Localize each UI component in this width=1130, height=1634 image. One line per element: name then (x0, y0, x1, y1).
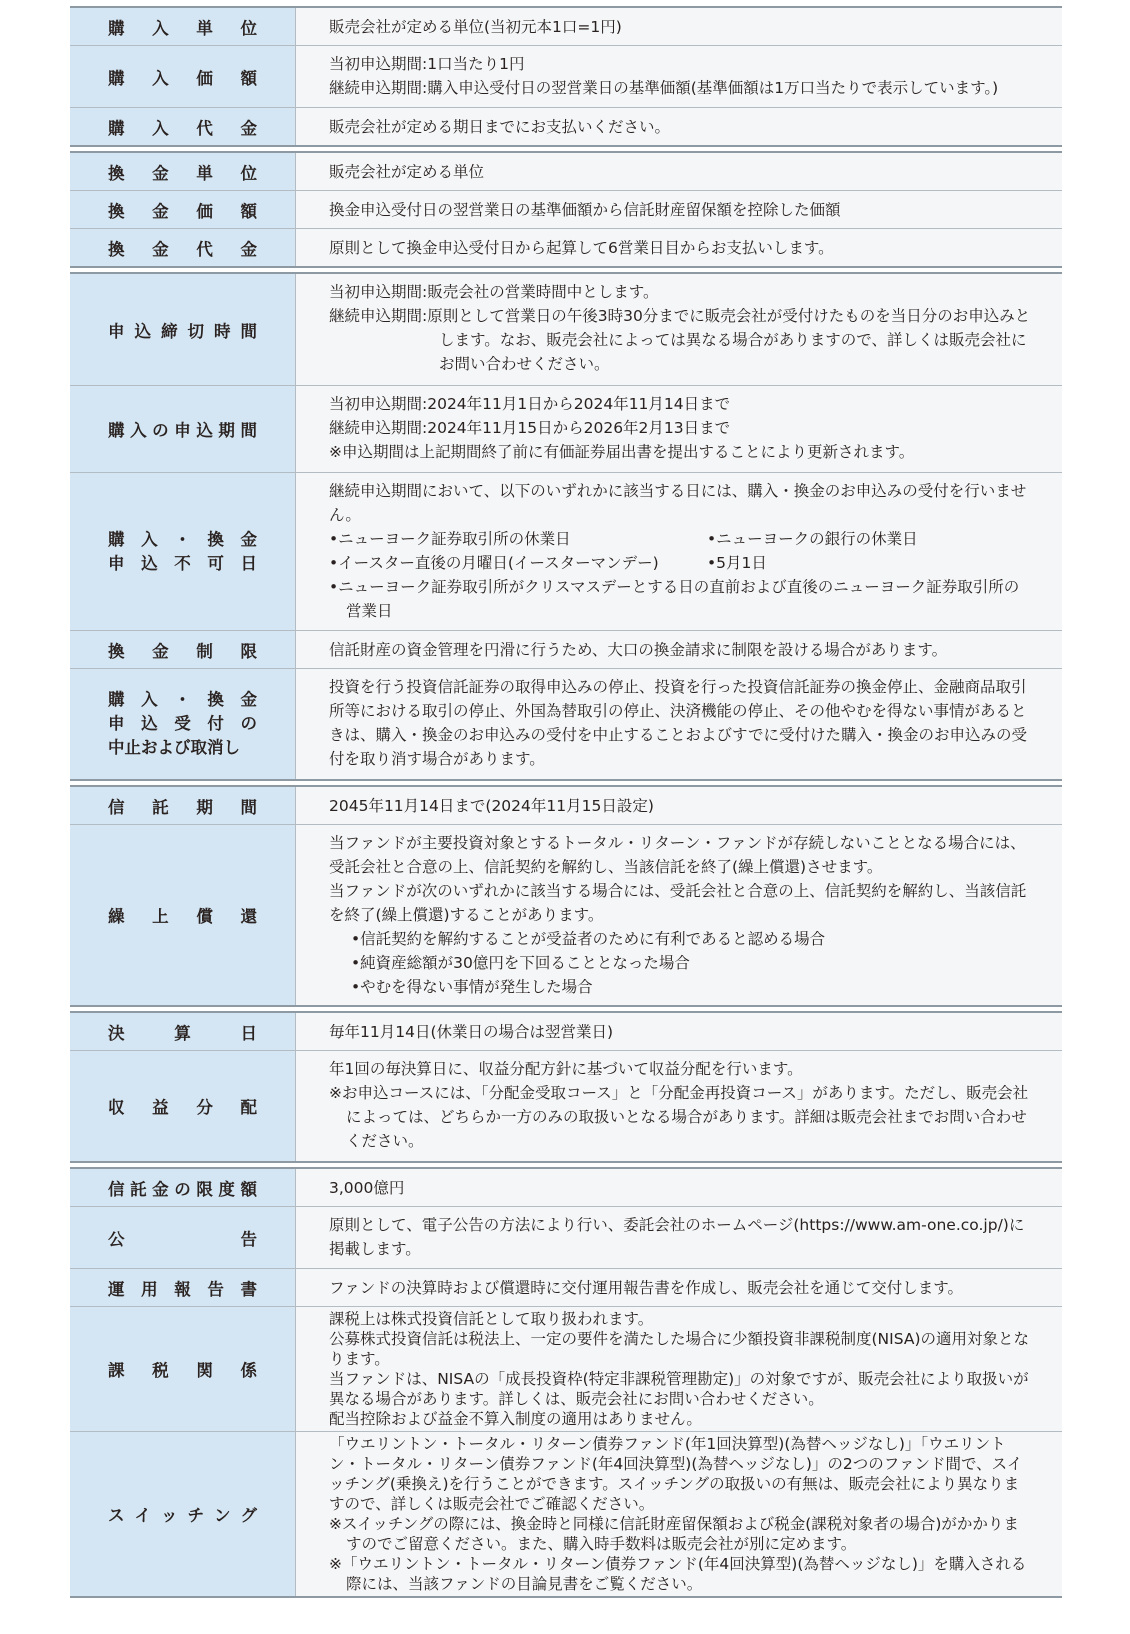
row-label (70, 1013, 295, 1050)
label-char: 用 (141, 1279, 158, 1299)
label-char: 時 (214, 321, 231, 341)
label-char: 入 (130, 421, 147, 440)
value-line: 課税上は株式投資信託として取り扱われます。 (329, 1310, 654, 1328)
row-redemption-unit (70, 153, 1062, 191)
label-char: 分 (196, 1098, 213, 1117)
value-text: 2045年11月14日まで(2024年11月15日設定) (329, 796, 654, 815)
label-char: 単 (196, 163, 213, 183)
row-label (70, 631, 295, 668)
redemption-group (70, 151, 1062, 268)
row-value (295, 1051, 1062, 1161)
label-chars (108, 318, 257, 342)
row-label (70, 825, 295, 1005)
label-char: 購 (108, 118, 125, 138)
row-redemption-limit (70, 631, 1062, 669)
label-char: 金 (240, 529, 257, 549)
label-char: 不 (174, 553, 191, 573)
value-text: 原則として換金申込受付日から起算して6営業日目からお支払いします。 (329, 238, 834, 257)
label-char: 換 (108, 163, 125, 183)
label-chars (108, 65, 257, 89)
label-char: 入 (141, 529, 158, 549)
label-char: 換 (207, 690, 224, 709)
label-char: 申 (108, 321, 125, 341)
label-char: 限 (196, 1179, 213, 1199)
label-char: イ (134, 1506, 151, 1525)
label-char: 購 (108, 690, 125, 709)
row-value (295, 1432, 1062, 1596)
label-char: 代 (196, 239, 213, 259)
row-early-redemption (70, 825, 1062, 1005)
value-line: 継続申込期間:2024年11月15日から2026年2月13日まで (329, 419, 731, 437)
label-char: 金 (240, 690, 257, 709)
label-char: 間 (240, 421, 257, 440)
label-char: 日 (240, 1023, 257, 1043)
label-line (108, 712, 257, 736)
label-char: 受 (174, 714, 191, 733)
value-line: ※「ウエリントン・トータル・リターン債券ファンド(年4回決算型)(為替ヘッジなし)」を購入される際には、当該ファンドの目論見書をご覧ください。 (329, 1555, 1027, 1593)
label-char: 購 (108, 18, 125, 38)
row-unavailable-days (70, 473, 1062, 631)
label-char: 代 (196, 118, 213, 138)
row-trust-period (70, 787, 1062, 825)
bullet-item: •ニューヨーク証券取引所の休業日 (329, 530, 571, 548)
label-char: 信 (108, 1179, 125, 1199)
label-char: 単 (196, 18, 213, 38)
value-line: 継続申込期間において、以下のいずれかに該当する日には、購入・換金のお申込みの受付を行いません。 (329, 482, 1027, 524)
row-redemption-payment (70, 229, 1062, 266)
value-line: ※スイッチングの際には、換金時と同様に信託財産留保額および税金(課税対象者の場合)がかかりますのでご留意ください。また、購入時手数料は販売会社が別に定めます。 (329, 1515, 1019, 1553)
label-chars (108, 115, 257, 139)
label-chars (108, 1226, 257, 1250)
value-text: ファンドの決算時および償還時に交付運用報告書を作成し、販売会社を通じて交付します。 (329, 1278, 963, 1297)
label-char: 期 (196, 797, 213, 817)
bullet-item: •イースター直後の月曜日(イースターマンデー) (329, 554, 659, 572)
label-char: 金 (152, 239, 169, 259)
label-char: 繰 (108, 907, 125, 926)
row-label (70, 1432, 295, 1596)
value-line: ※申込期間は上記期間終了前に有価証券届出書を提出することにより更新されます。 (329, 443, 915, 461)
label-char: 算 (174, 1023, 191, 1043)
value-line: 当ファンドが次のいずれかに該当する場合には、受託会社と合意の上、信託契約を解約し、当該信託を終了(繰上償還)することがあります。 (329, 882, 1027, 924)
label-char: 締 (161, 321, 178, 341)
label-line (108, 688, 257, 712)
value-text: 信託財産の資金管理を円滑に行うため、大口の換金請求に制限を設ける場合があります。 (329, 640, 948, 659)
label-line (108, 528, 257, 552)
label-char: 入 (152, 118, 169, 138)
row-switching (70, 1432, 1062, 1598)
row-value (295, 473, 1062, 630)
label-char: 付 (207, 714, 224, 733)
row-trust-limit (70, 1169, 1062, 1207)
label-char: 決 (108, 1023, 125, 1043)
label-chars (108, 1020, 257, 1044)
label-chars (108, 1357, 257, 1381)
row-taxation (70, 1307, 1062, 1432)
label-chars (108, 712, 257, 736)
label-chars (108, 160, 257, 184)
label-char: 可 (207, 553, 224, 573)
label-chars (108, 236, 257, 260)
label-char: 間 (240, 797, 257, 817)
label-char: 位 (240, 18, 257, 38)
row-label (70, 8, 295, 45)
bullet-item: •ニューヨークの銀行の休業日 (707, 530, 918, 548)
row-value (295, 1013, 1062, 1050)
row-suspension (70, 669, 1062, 779)
label-char: ・ (174, 529, 191, 549)
label-char: 入 (141, 690, 158, 709)
row-report (70, 1269, 1062, 1307)
value-line: 原則として、電子公告の方法により行い、委託会社のホームページ(https://www.am-one.co.jp/)に掲載します。 (329, 1216, 1025, 1258)
row-label (70, 274, 295, 385)
row-label (70, 473, 295, 630)
purchase-group (70, 6, 1062, 147)
label-char: 入 (152, 68, 169, 88)
label-chars (108, 688, 257, 712)
label-char: 申 (108, 553, 125, 573)
fund-terms-table (70, 6, 1062, 1602)
row-value (295, 825, 1062, 1005)
row-distribution (70, 1051, 1062, 1161)
label-chars (108, 1276, 257, 1300)
label-char: 日 (240, 553, 257, 573)
row-label (70, 108, 295, 145)
row-purchase-unit (70, 8, 1062, 46)
label-char: 還 (240, 907, 257, 926)
label-char: 申 (174, 421, 191, 440)
row-value (295, 386, 1062, 472)
row-label (70, 153, 295, 190)
label-chars (108, 528, 257, 552)
value-line: 当ファンドは、NISAの「成長投資枠(特定非課税管理勘定)」の対象ですが、販売会社により取扱いが異なる場合があります。詳しくは、販売会社にお問い合わせください。 (329, 1370, 1029, 1408)
label-char: 係 (240, 1361, 257, 1380)
bullet-item: •5月1日 (707, 554, 767, 572)
row-settlement-date (70, 1013, 1062, 1051)
value-line: 継続申込期間:購入申込受付日の翌営業日の基準価額(基準価額は1万口当たりで表示しています。) (329, 79, 999, 97)
label-chars (108, 1502, 257, 1526)
bullet-item: •ニューヨーク証券取引所がクリスマスデーとする日の直前および直後のニューヨーク証券取引所の営業日 (329, 578, 1020, 620)
label-char: 金 (152, 641, 169, 661)
value-text: 毎年11月14日(休業日の場合は翌営業日) (329, 1022, 614, 1041)
label-char: 金 (152, 163, 169, 183)
row-label (70, 386, 295, 472)
label-char: 税 (152, 1361, 169, 1380)
label-char: 期 (218, 421, 235, 440)
label-chars (108, 794, 257, 818)
row-value (295, 1307, 1062, 1431)
value-line: 配当控除および益金不算入制度の適用はありません。 (329, 1410, 702, 1428)
label-char: 込 (196, 421, 213, 440)
label-char: の (174, 1179, 191, 1199)
label-char: 間 (240, 321, 257, 341)
value-line: 当初申込期間:1口当たり1円 (329, 55, 525, 73)
label-char: 額 (240, 201, 257, 221)
label-char: 運 (108, 1279, 125, 1299)
label-char: 金 (152, 1179, 169, 1199)
value-line: 継続申込期間:原則として営業日の午後3時30分までに販売会社が受付けたものを当日分のお申込みとします。なお、販売会社によっては異なる場合がありますので、詳しくは販売会社にお問い合わせください。 (329, 307, 1031, 373)
value-text: 3,000億円 (329, 1178, 405, 1197)
row-value (295, 274, 1062, 385)
value-line: 年1回の毎決算日に、収益分配方針に基づいて収益分配を行います。 (329, 1060, 803, 1078)
label-char: 制 (196, 641, 213, 661)
label-char: 信 (108, 797, 125, 817)
row-value (295, 631, 1062, 668)
label-char: 購 (108, 68, 125, 88)
label-char: 金 (152, 201, 169, 221)
label-char: ッ (161, 1506, 178, 1525)
label-line (108, 552, 257, 576)
label-char: 価 (196, 201, 213, 221)
label-char: 申 (108, 714, 125, 733)
label-char: 償 (196, 907, 213, 926)
value-line: ※お申込コースには、「分配金受取コース」と「分配金再投資コース」があります。ただし、販売会社によっては、どちらか一方のみの取扱いとなる場合があります。詳細は販売会社までお問い合わせください。 (329, 1084, 1029, 1150)
trust-group (70, 785, 1062, 1007)
label-char: 価 (196, 68, 213, 88)
label-char: の (240, 714, 257, 733)
label-char: 配 (240, 1098, 257, 1117)
label-char: 託 (152, 797, 169, 817)
label-char: ・ (174, 690, 191, 709)
value-line: 「ウエリントン・トータル・リターン債券ファンド(年1回決算型)(為替ヘッジなし)」「ウエリントン・トータル・リターン債券ファンド(年4回決算型)(為替ヘッジなし)」の2つのファンド間で、スイッチング(乗換え)を行うことができます。スイッチングの取扱いの有無は、販売会社により異なりますので、詳しくは販売会社でご確認ください。 (329, 1435, 1023, 1513)
row-label (70, 669, 295, 779)
label-char: 位 (240, 163, 257, 183)
row-value (295, 8, 1062, 45)
label-char: 関 (196, 1361, 213, 1380)
row-label (70, 1051, 295, 1161)
label-char: 報 (174, 1279, 191, 1299)
label-char: 託 (130, 1179, 147, 1199)
label-char: 換 (207, 529, 224, 549)
label-char: チ (187, 1506, 204, 1525)
row-value (295, 153, 1062, 190)
value-text: 販売会社が定める単位 (329, 162, 485, 181)
row-value (295, 1207, 1062, 1268)
row-public-notice (70, 1207, 1062, 1269)
row-value (295, 1169, 1062, 1206)
label-line: 中止および取消し (108, 738, 240, 757)
label-chars (108, 1094, 257, 1118)
row-value (295, 46, 1062, 107)
label-char: 公 (108, 1229, 125, 1249)
label-chars (108, 638, 257, 662)
row-label (70, 787, 295, 824)
label-char: 購 (108, 529, 125, 549)
label-char: ス (108, 1506, 125, 1525)
label-char: ン (214, 1506, 231, 1525)
row-label (70, 1307, 295, 1431)
label-char: 課 (108, 1361, 125, 1380)
row-label (70, 229, 295, 266)
label-chars (108, 198, 257, 222)
label-char: 告 (240, 1229, 257, 1249)
bullet-item: •純資産総額が30億円を下回ることとなった場合 (351, 954, 690, 972)
row-label (70, 191, 295, 228)
label-chars (108, 903, 257, 927)
row-label (70, 46, 295, 107)
bullet-pair (329, 551, 1032, 575)
settlement-group (70, 1011, 1062, 1163)
label-char: 換 (108, 641, 125, 661)
value-line: 公募株式投資信託は税法上、一定の要件を満たした場合に少額投資非課税制度(NISA)の適用対象となります。 (329, 1330, 1029, 1368)
row-purchase-payment (70, 108, 1062, 145)
row-value (295, 1269, 1062, 1306)
application-group (70, 272, 1062, 781)
value-text: 換金申込受付日の翌営業日の基準価額から信託財産留保額を控除した価額 (329, 200, 841, 219)
label-char: 書 (240, 1279, 257, 1299)
label-char: 限 (240, 641, 257, 661)
bullet-item: •信託契約を解約することが受益者のために有利であると認める場合 (351, 930, 826, 948)
label-char: 度 (218, 1179, 235, 1199)
value-line: 投資を行う投資信託証券の取得申込みの停止、投資を行った投資信託証券の換金停止、金融商品取引所等における取引の停止、外国為替取引の停止、決済機能の停止、その他やむを得ない事情があるときは、購入・換金のお申込みの受付を中止することおよびすでに受付けた購入・換金のお申込みの受付を取り消す場合があります。 (329, 678, 1027, 768)
value-text: 販売会社が定める単位(当初元本1口=1円) (329, 17, 622, 36)
label-char: 金 (240, 239, 257, 259)
label-char: 額 (240, 1179, 257, 1199)
row-label (70, 1269, 295, 1306)
row-purchase-price (70, 46, 1062, 108)
label-char: 告 (207, 1279, 224, 1299)
row-label (70, 1207, 295, 1268)
row-application-period (70, 386, 1062, 473)
label-char: 込 (141, 714, 158, 733)
bullet-item: •やむを得ない事情が発生した場合 (351, 978, 593, 996)
row-value (295, 669, 1062, 779)
row-redemption-price (70, 191, 1062, 229)
bullet-pair (329, 527, 1032, 551)
label-char: 切 (187, 321, 204, 341)
value-text: 販売会社が定める期日までにお支払いください。 (329, 117, 671, 136)
label-char: の (152, 421, 169, 440)
value-line: 当初申込期間:販売会社の営業時間中とします。 (329, 283, 659, 301)
row-value (295, 787, 1062, 824)
label-char: 込 (141, 553, 158, 573)
label-char: 購 (108, 421, 125, 440)
label-char: 込 (134, 321, 151, 341)
row-value (295, 108, 1062, 145)
label-char: 金 (240, 118, 257, 138)
label-char: 入 (152, 18, 169, 38)
row-value (295, 229, 1062, 266)
label-chars (108, 15, 257, 39)
label-char: 収 (108, 1098, 125, 1117)
other-group (70, 1167, 1062, 1598)
value-line: 当初申込期間:2024年11月1日から2024年11月14日まで (329, 395, 731, 413)
label-char: グ (240, 1506, 257, 1525)
label-char: 額 (240, 68, 257, 88)
label-char: 益 (152, 1098, 169, 1117)
label-char: 換 (108, 239, 125, 259)
label-chars (108, 1176, 257, 1200)
label-chars (108, 417, 257, 441)
label-chars (108, 552, 257, 576)
row-cutoff-time (70, 274, 1062, 386)
row-label (70, 1169, 295, 1206)
label-char: 上 (152, 907, 169, 926)
value-line: 当ファンドが主要投資対象とするトータル・リターン・ファンドが存続しないこととなる場合には、受託会社と合意の上、信託契約を解約し、当該信託を終了(繰上償還)させます。 (329, 834, 1026, 876)
row-value (295, 191, 1062, 228)
label-char: 換 (108, 201, 125, 221)
